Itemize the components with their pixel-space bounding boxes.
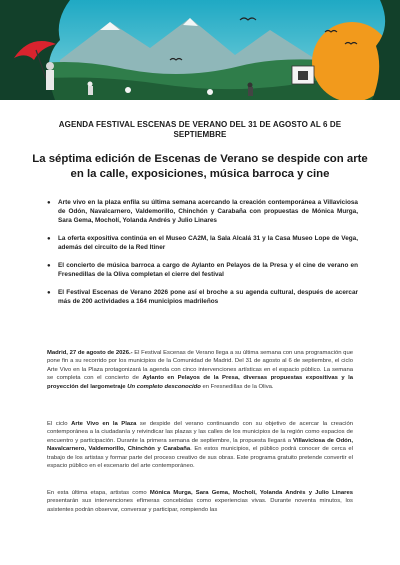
highlight-item: ● El Festival Escenas de Verano 2026 pone así el broche a su agenda cultural, después de acercar más de 200 actividades a 164 municipios madrileños <box>47 288 358 305</box>
body-paragraph-3: En esta última etapa, artistas como Mónica Murga, Sara Gema, Mocholí, Yolanda Andrés y Julio Linares presentarán sus intervenciones efímeras concebidas como experiencias vivas. Durante noventa minutos, los asistentes podrán observar, conversar y participar, rompiendo las <box>47 490 354 513</box>
film-title: Un completo desconocido <box>127 383 201 390</box>
highlight-item: ● El concierto de música barroca a cargo de Aylanto en Pelayos de la Presa y el cine de verano en Fresnedillas de la Oliva completan el cierre del festival <box>47 261 358 278</box>
highlight-item: ● La oferta expositiva continúa en el Museo CA2M, la Sala Alcalá 31 y la Casa Museo Lope de Vega, además del circuito de la Red Itiner <box>47 234 358 251</box>
body-paragraph-1: Madrid, 27 de agosto de 2026.- El Festival Escenas de Verano llega a su última semana con una programación que pone fin a su recorrido por los municipios de la Comunidad de Madrid. Del 31 de agosto al 6 de septiembre, el ciclo Arte Vivo en la Plaza protagonizará la agenda con cinco intervenciones artísticas en el espacio público. La semana se completa con el concierto de Aylanto en Pelayos de la Presa, diversas propuestas expositivas y la proyección del largometraje Un completo desconocido en Fresnedillas de la Oliva. <box>47 350 353 390</box>
bullet-icon: ● <box>47 289 51 296</box>
bullet-icon: ● <box>47 262 51 269</box>
body-paragraph-2: El ciclo Arte Vivo en la Plaza se despide del verano continuando con su objetivo de acercar la creación contemporánea a la ciudadanía y reivindicar las plazas y las calles de los municipios de la región como espacios de encuentro y participación. Durante la primera semana de septiembre, la propuesta llegará a Villaviciosa de Odón, Navalcarnero, Valdemorillo, Chinchón y Carabaña. En estos municipios, el público podrá conocer de cerca el trabajo de los artistas y formar parte del proceso creativo de sus obras. Este programa gratuito pretende convertir el espacio público en el escenario del arte contemporáneo. <box>47 421 354 470</box>
highlight-item: ● Arte vivo en la plaza enfila su última semana acercando la creación contemporánea a Villaviciosa de Odón, Navalcarnero, Valdemorillo, Chinchón y Carabaña con propuestas de Mónica Murga, Sara Gema, Mocholí, Yolanda Andrés y Julio Linares <box>47 199 358 224</box>
bullet-icon: ● <box>47 235 51 242</box>
highlights-list <box>47 199 358 316</box>
page-title: La séptima edición de Escenas de Verano se despide con arte en la calle, exposiciones, música barroca y cine <box>32 153 368 180</box>
dateline: Madrid, 27 de agosto de 2026.- <box>47 350 133 356</box>
festival-banner <box>0 0 400 100</box>
bullet-icon: ● <box>47 200 51 206</box>
figure-icon <box>46 70 54 90</box>
banner-illustration <box>0 0 400 100</box>
agenda-kicker: AGENDA FESTIVAL ESCENAS DE VERANO DEL 31 DE AGOSTO AL 6 DE SEPTIEMBRE <box>58 120 342 139</box>
